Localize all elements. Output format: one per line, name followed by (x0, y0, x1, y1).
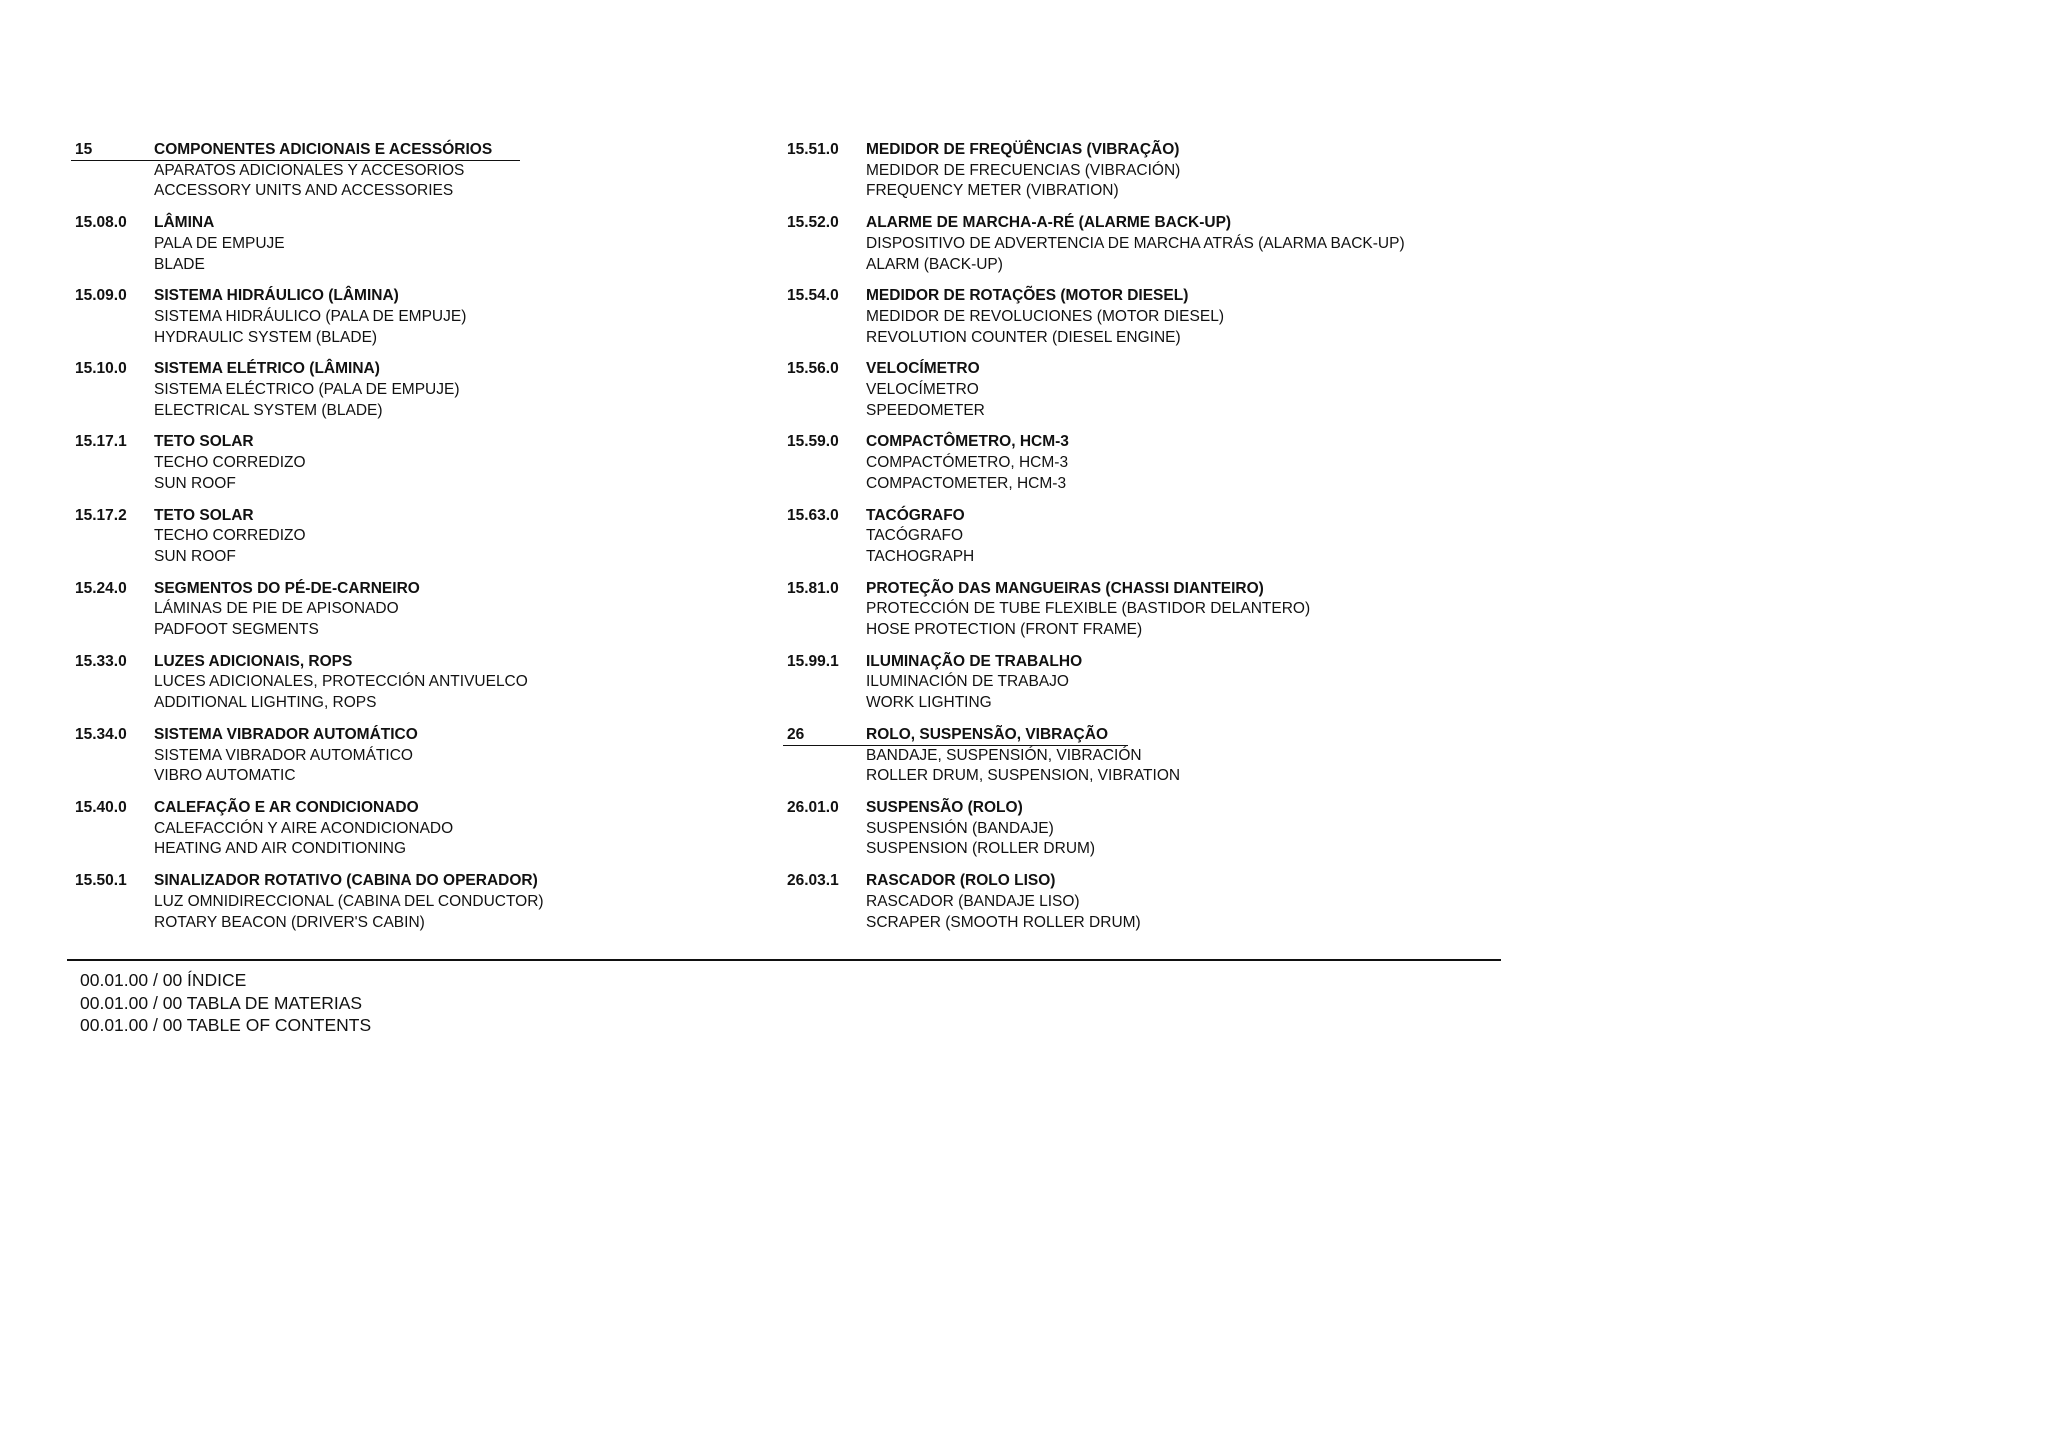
toc-title-spanish: CALEFACCIÓN Y AIRE ACONDICIONADO (154, 819, 454, 837)
toc-entry-code: 15.17.1 (75, 433, 127, 451)
toc-title-portuguese: SISTEMA ELÉTRICO (LÂMINA) (154, 360, 380, 378)
toc-title-portuguese: TETO SOLAR (154, 433, 254, 451)
toc-title-spanish: APARATOS ADICIONALES Y ACCESORIOS (154, 161, 465, 179)
toc-entry (75, 798, 755, 860)
toc-entry-titles (866, 286, 1507, 348)
toc-title-portuguese: RASCADOR (ROLO LISO) (866, 872, 1056, 890)
toc-entry-titles (866, 871, 1507, 933)
toc-entry-code: 15.56.0 (787, 360, 839, 378)
toc-title-spanish: PALA DE EMPUJE (154, 234, 285, 252)
toc-entry-code: 15.40.0 (75, 798, 127, 816)
toc-entry-code: 15.63.0 (787, 506, 839, 524)
toc-left-column (75, 140, 755, 944)
toc-entry (75, 432, 755, 494)
toc-title-english: ADDITIONAL LIGHTING, ROPS (154, 694, 377, 712)
toc-title-english: SCRAPER (SMOOTH ROLLER DRUM) (866, 913, 1141, 931)
toc-title-portuguese: SISTEMA HIDRÁULICO (LÂMINA) (154, 287, 399, 305)
toc-title-portuguese: ROLO, SUSPENSÃO, VIBRAÇÃO (866, 725, 1108, 743)
toc-entry (75, 213, 755, 275)
toc-title-english: HOSE PROTECTION (FRONT FRAME) (866, 621, 1143, 639)
toc-entry-code: 15.10.0 (75, 360, 127, 378)
toc-title-english: SUSPENSION (ROLLER DRUM) (866, 840, 1096, 858)
toc-right-column (787, 140, 1507, 944)
section-underline (783, 745, 1128, 746)
toc-title-portuguese: ILUMINAÇÃO DE TRABALHO (866, 652, 1083, 670)
toc-title-spanish: LUZ OMNIDIRECCIONAL (CABINA DEL CONDUCTOR) (154, 892, 544, 910)
toc-entry (787, 798, 1507, 860)
toc-title-english: VIBRO AUTOMATIC (154, 767, 296, 785)
toc-entry (787, 359, 1507, 421)
toc-title-english: WORK LIGHTING (866, 694, 992, 712)
toc-entry (75, 871, 755, 933)
toc-section-heading (787, 725, 1507, 787)
toc-entry (75, 286, 755, 348)
toc-title-portuguese: CALEFAÇÃO E AR CONDICIONADO (154, 798, 419, 816)
toc-title-portuguese: VELOCÍMETRO (866, 360, 980, 378)
toc-entry (75, 506, 755, 568)
toc-title-spanish: VELOCÍMETRO (866, 381, 979, 399)
footer-index (80, 969, 371, 1037)
toc-title-english: BLADE (154, 255, 205, 273)
toc-entry-code: 15.17.2 (75, 506, 127, 524)
toc-entry-titles (154, 432, 755, 494)
toc-entry-code: 15 (75, 141, 93, 158)
toc-title-portuguese: SISTEMA VIBRADOR AUTOMÁTICO (154, 725, 418, 743)
toc-entry-titles (154, 506, 755, 568)
toc-title-spanish: TECHO CORREDIZO (154, 454, 306, 472)
toc-entry (787, 506, 1507, 568)
toc-title-portuguese: MEDIDOR DE ROTAÇÕES (MOTOR DIESEL) (866, 287, 1189, 305)
toc-title-english: FREQUENCY METER (VIBRATION) (866, 182, 1119, 200)
toc-entry-titles (154, 359, 755, 421)
toc-entry (787, 286, 1507, 348)
toc-entry-code: 26 (787, 725, 805, 743)
toc-title-spanish: LÁMINAS DE PIE DE APISONADO (154, 600, 399, 618)
toc-entry-code: 15.08.0 (75, 214, 127, 232)
toc-entry-titles (154, 798, 755, 860)
toc-entry-titles (866, 506, 1507, 568)
toc-title-portuguese: ALARME DE MARCHA-A-RÉ (ALARME BACK-UP) (866, 214, 1232, 232)
toc-title-spanish: SISTEMA ELÉCTRICO (PALA DE EMPUJE) (154, 381, 460, 399)
toc-title-portuguese: LÂMINA (154, 214, 215, 232)
toc-title-spanish: PROTECCIÓN DE TUBE FLEXIBLE (BASTIDOR DELANTERO) (866, 600, 1311, 618)
toc-entry-code: 15.50.1 (75, 872, 127, 890)
toc-title-spanish: TACÓGRAFO (866, 527, 964, 545)
toc-entry (75, 652, 755, 714)
toc-entry-code: 26.01.0 (787, 798, 839, 816)
toc-entry-titles (154, 213, 755, 275)
toc-title-portuguese: COMPONENTES ADICIONAIS E ACESSÓRIOS (154, 141, 493, 158)
toc-entry-titles (154, 286, 755, 348)
toc-entry-code: 15.34.0 (75, 725, 127, 743)
toc-title-spanish: MEDIDOR DE REVOLUCIONES (MOTOR DIESEL) (866, 307, 1224, 325)
toc-title-english: TACHOGRAPH (866, 547, 975, 565)
toc-entry-titles (154, 725, 755, 787)
toc-entry-titles (154, 579, 755, 641)
toc-section-heading (75, 140, 755, 202)
toc-title-spanish: TECHO CORREDIZO (154, 527, 306, 545)
footer-line-pt: 00.01.00 / 00 ÍNDICE (80, 970, 247, 990)
toc-title-spanish: SISTEMA VIBRADOR AUTOMÁTICO (154, 746, 413, 764)
toc-title-english: ALARM (BACK-UP) (866, 255, 1003, 273)
toc-entry (75, 359, 755, 421)
toc-title-portuguese: SEGMENTOS DO PÉ-DE-CARNEIRO (154, 579, 420, 597)
toc-title-spanish: SUSPENSIÓN (BANDAJE) (866, 819, 1054, 837)
toc-title-portuguese: SINALIZADOR ROTATIVO (CABINA DO OPERADOR) (154, 872, 538, 890)
toc-title-spanish: MEDIDOR DE FRECUENCIAS (VIBRACIÓN) (866, 161, 1181, 179)
toc-entry-code: 15.54.0 (787, 287, 839, 305)
toc-title-english: REVOLUTION COUNTER (DIESEL ENGINE) (866, 328, 1181, 346)
toc-entry-titles (866, 432, 1507, 494)
toc-entry (787, 213, 1507, 275)
toc-entry-titles (154, 140, 755, 202)
toc-title-portuguese: TACÓGRAFO (866, 506, 965, 524)
toc-entry-titles (154, 871, 755, 933)
toc-title-spanish: RASCADOR (BANDAJE LISO) (866, 892, 1080, 910)
toc-entry (787, 652, 1507, 714)
toc-entry (787, 140, 1507, 202)
toc-title-portuguese: PROTEÇÃO DAS MANGUEIRAS (CHASSI DIANTEIRO) (866, 579, 1264, 597)
toc-entry-titles (866, 213, 1507, 275)
footer-divider (67, 959, 1501, 961)
toc-entry-code: 15.99.1 (787, 652, 839, 670)
footer-line-es: 00.01.00 / 00 TABLA DE MATERIAS (80, 992, 363, 1013)
toc-entry-code: 15.33.0 (75, 652, 127, 670)
toc-title-portuguese: SUSPENSÃO (ROLO) (866, 798, 1023, 816)
toc-title-spanish: SISTEMA HIDRÁULICO (PALA DE EMPUJE) (154, 307, 467, 325)
toc-entry (787, 871, 1507, 933)
toc-title-english: COMPACTOMETER, HCM-3 (866, 474, 1067, 492)
toc-entry-code: 15.24.0 (75, 579, 127, 597)
toc-entry-code: 15.52.0 (787, 214, 839, 232)
toc-title-spanish: LUCES ADICIONALES, PROTECCIÓN ANTIVUELCO (154, 673, 528, 691)
toc-title-english: ELECTRICAL SYSTEM (BLADE) (154, 401, 383, 419)
toc-title-english: ROLLER DRUM, SUSPENSION, VIBRATION (866, 767, 1181, 785)
toc-title-english: SUN ROOF (154, 547, 236, 565)
toc-title-spanish: DISPOSITIVO DE ADVERTENCIA DE MARCHA ATRÁS (ALARMA BACK-UP) (866, 234, 1405, 252)
toc-entry-code: 15.81.0 (787, 579, 839, 597)
toc-entry-titles (866, 652, 1507, 714)
toc-title-spanish: ILUMINACIÓN DE TRABAJO (866, 673, 1069, 691)
toc-title-portuguese: COMPACTÔMETRO, HCM-3 (866, 433, 1069, 451)
toc-entry-titles (866, 579, 1507, 641)
toc-entry-code: 15.09.0 (75, 287, 127, 305)
toc-title-english: ACCESSORY UNITS AND ACCESSORIES (154, 182, 454, 200)
toc-entry-titles (866, 798, 1507, 860)
toc-entry-titles (866, 725, 1507, 787)
toc-entry-titles (866, 359, 1507, 421)
toc-title-portuguese: LUZES ADICIONAIS, ROPS (154, 652, 353, 670)
toc-title-portuguese: MEDIDOR DE FREQÜÊNCIAS (VIBRAÇÃO) (866, 141, 1180, 158)
toc-title-english: ROTARY BEACON (DRIVER'S CABIN) (154, 913, 425, 931)
toc-entry (787, 579, 1507, 641)
toc-title-english: SUN ROOF (154, 474, 236, 492)
toc-entry-code: 15.59.0 (787, 433, 839, 451)
toc-entry-code: 26.03.1 (787, 872, 839, 890)
toc-entry-titles (154, 652, 755, 714)
toc-title-portuguese: TETO SOLAR (154, 506, 254, 524)
footer-line-en: 00.01.00 / 00 TABLE OF CONTENTS (80, 1015, 372, 1035)
toc-entry (787, 432, 1507, 494)
toc-entry (75, 579, 755, 641)
toc-title-spanish: COMPACTÓMETRO, HCM-3 (866, 454, 1069, 472)
toc-entry (75, 725, 755, 787)
toc-entry-titles (866, 140, 1507, 202)
section-underline (71, 160, 520, 161)
toc-title-english: PADFOOT SEGMENTS (154, 621, 319, 639)
toc-title-spanish: BANDAJE, SUSPENSIÓN, VIBRACIÓN (866, 746, 1142, 764)
toc-title-english: SPEEDOMETER (866, 401, 985, 419)
toc-entry-code: 15.51.0 (787, 141, 839, 158)
toc-title-english: HEATING AND AIR CONDITIONING (154, 840, 407, 858)
toc-title-english: HYDRAULIC SYSTEM (BLADE) (154, 328, 378, 346)
